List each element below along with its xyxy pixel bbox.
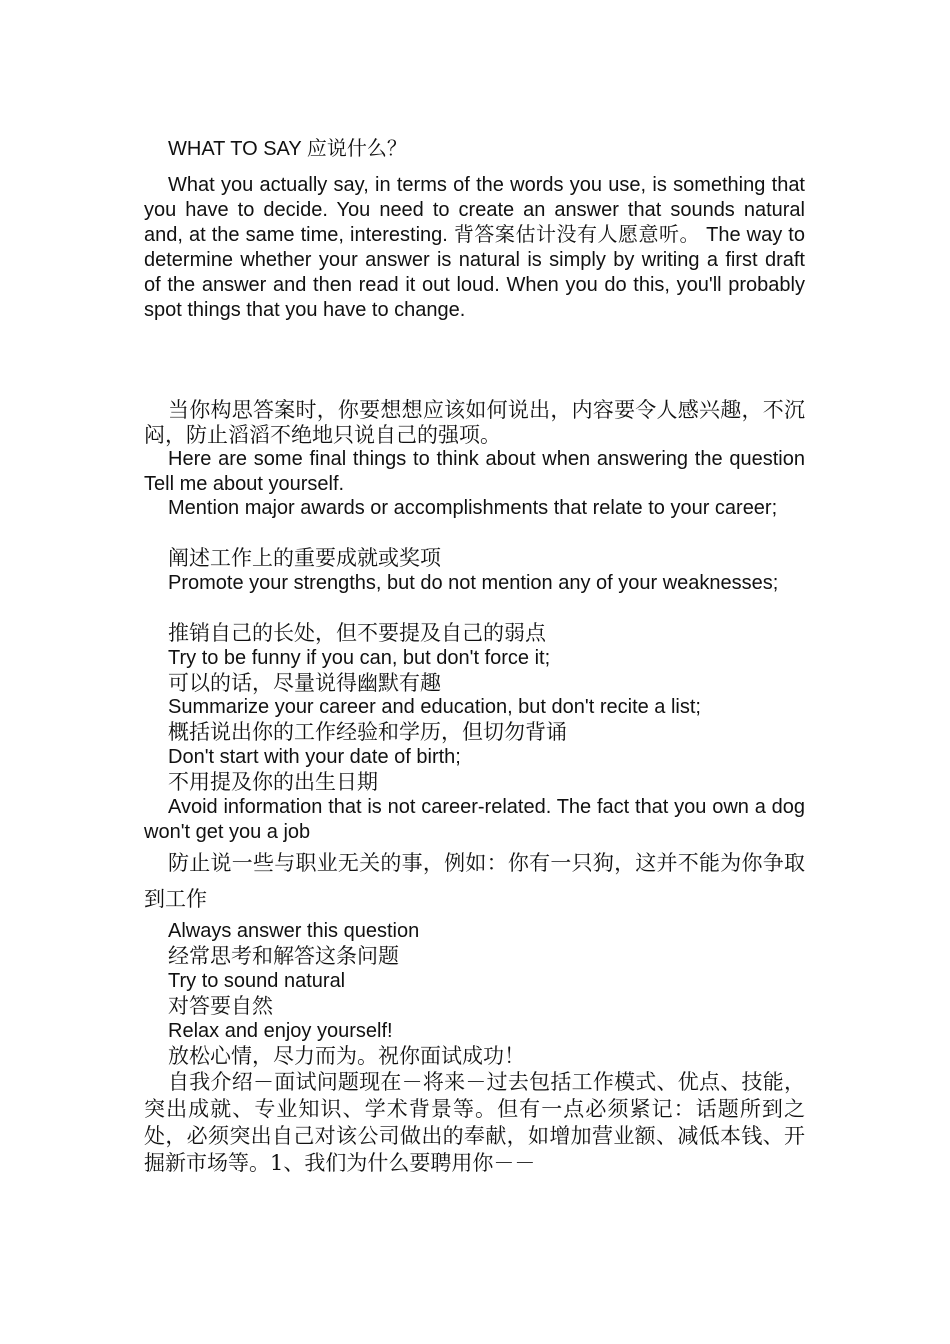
tip-be-funny-cn: 可以的话，尽量说得幽默有趣 [168, 671, 441, 695]
tip-date-of-birth-cn: 不用提及你的出生日期 [168, 770, 378, 794]
tip-date-of-birth: Don't start with your date of birth; [168, 746, 461, 768]
tip-always-answer: Always answer this question [168, 920, 420, 942]
tip-sound-natural-cn: 对答要自然 [168, 994, 273, 1018]
tip-summarize-career-cn: 概括说出你的工作经验和学历，但切勿背诵 [168, 720, 567, 744]
tip-sound-natural: Try to sound natural [168, 970, 346, 992]
tip-relax-cn: 放松心情，尽力而为。祝你面试成功！ [168, 1044, 525, 1068]
paragraph-final-things: Here are some final things to think about when answering the question Tell me about yourself. [144, 448, 805, 495]
tip-mention-awards: Mention major awards or accomplishments that relate to your career; [168, 497, 778, 519]
paragraph-what-you-say: What you actually say, in terms of the words you use, is something that you have to decide. You need to create an answer that sounds natural and, at the same time, interesting. 背答案估计没有人愿意听。 The way to determine whether your answer is natural is simply by writing a first draft of the answer and then read it out loud. When you do this, you'll probably spot things that you have to change. [144, 174, 805, 321]
tip-relax: Relax and enjoy yourself! [168, 1020, 393, 1042]
paragraph-cn-answer-tips: 当你构思答案时，你要想想应该如何说出，内容要令人感兴趣，不沉闷，防止滔滔不绝地只说自己的强项。 [144, 398, 805, 447]
page-title: WHAT TO SAY 应说什么？ [168, 138, 407, 160]
tip-be-funny: Try to be funny if you can, but don't force it; [168, 647, 551, 669]
paragraph-self-intro: 自我介绍－面试问题现在－将来－过去包括工作模式、优点、技能，突出成就、专业知识、学术背景等。但有一点必须紧记：话题所到之处，必须突出自己对该公司做出的奉献，如增加营业额、减低本钱、开掘新市场等。1、我们为什么要聘用你－－ [144, 1070, 805, 1175]
tip-always-answer-cn: 经常思考和解答这条问题 [168, 944, 399, 968]
tip-summarize-career: Summarize your career and education, but don't recite a list; [168, 696, 701, 718]
tip-avoid-info: Avoid information that is not career-related. The fact that you own a dog won't get you a job [144, 796, 805, 843]
tip-mention-awards-cn: 阐述工作上的重要成就或奖项 [168, 546, 441, 570]
tip-avoid-info-cn: 防止说一些与职业无关的事，例如：你有一只狗，这并不能为你争取到工作 [144, 851, 805, 911]
tip-promote-strengths: Promote your strengths, but do not mention any of your weaknesses; [168, 572, 779, 594]
tip-promote-strengths-cn: 推销自己的长处，但不要提及自己的弱点 [168, 621, 546, 645]
